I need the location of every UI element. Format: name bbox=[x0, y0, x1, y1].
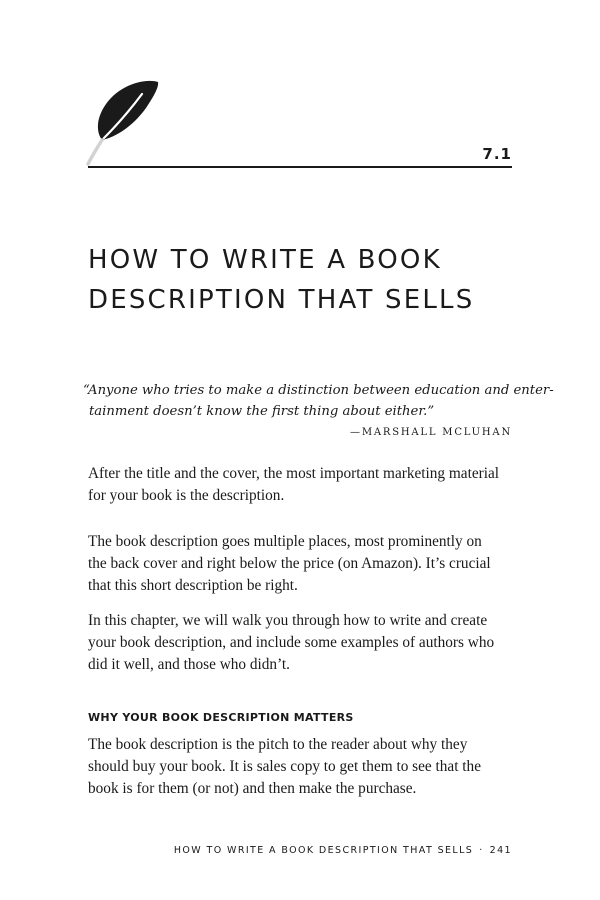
epigraph-line: “Anyone who tries to make a distinction between education and enter- bbox=[83, 383, 554, 398]
epigraph-line: tainment doesn’t know the first thing about either.” bbox=[89, 404, 435, 419]
text-line: book is for them (or not) and then make the purchase. bbox=[88, 780, 417, 797]
running-head: HOW TO WRITE A BOOK DESCRIPTION THAT SELLS bbox=[173, 845, 474, 856]
text-line: for your book is the description. bbox=[88, 487, 285, 504]
footer-separator: · bbox=[479, 845, 484, 856]
body-paragraph bbox=[88, 463, 528, 507]
text-line: the back cover and right below the price (on Amazon). It’s crucial bbox=[88, 555, 491, 572]
body-paragraph bbox=[88, 734, 528, 800]
feather-icon bbox=[86, 80, 160, 168]
text-line: did it well, and those who didn’t. bbox=[88, 656, 290, 673]
text-line: In this chapter, we will walk you through how to write and create bbox=[88, 612, 488, 629]
body-paragraph bbox=[88, 531, 528, 597]
page-number: 241 bbox=[489, 845, 512, 856]
chapter-number: 7.1 bbox=[482, 145, 512, 163]
text-line: The book description is the pitch to the reader about why they bbox=[88, 736, 468, 753]
body-paragraph bbox=[88, 610, 528, 676]
page-footer bbox=[174, 845, 512, 856]
chapter-title-line: HOW TO WRITE A BOOK bbox=[88, 245, 442, 275]
chapter-title bbox=[88, 240, 528, 320]
header-rule bbox=[88, 166, 512, 168]
text-line: The book description goes multiple places, most prominently on bbox=[88, 533, 482, 550]
epigraph-attribution: —MARSHALL MCLUHAN bbox=[350, 427, 512, 438]
text-line: should buy your book. It is sales copy to get them to see that the bbox=[88, 758, 481, 775]
chapter-title-line: DESCRIPTION THAT SELLS bbox=[88, 285, 475, 315]
text-line: that this short description be right. bbox=[88, 577, 298, 594]
epigraph-quote bbox=[83, 380, 554, 422]
text-line: your book description, and include some examples of authors who bbox=[88, 634, 495, 651]
section-subheading: WHY YOUR BOOK DESCRIPTION MATTERS bbox=[88, 711, 354, 724]
text-line: After the title and the cover, the most important marketing material bbox=[88, 465, 499, 482]
